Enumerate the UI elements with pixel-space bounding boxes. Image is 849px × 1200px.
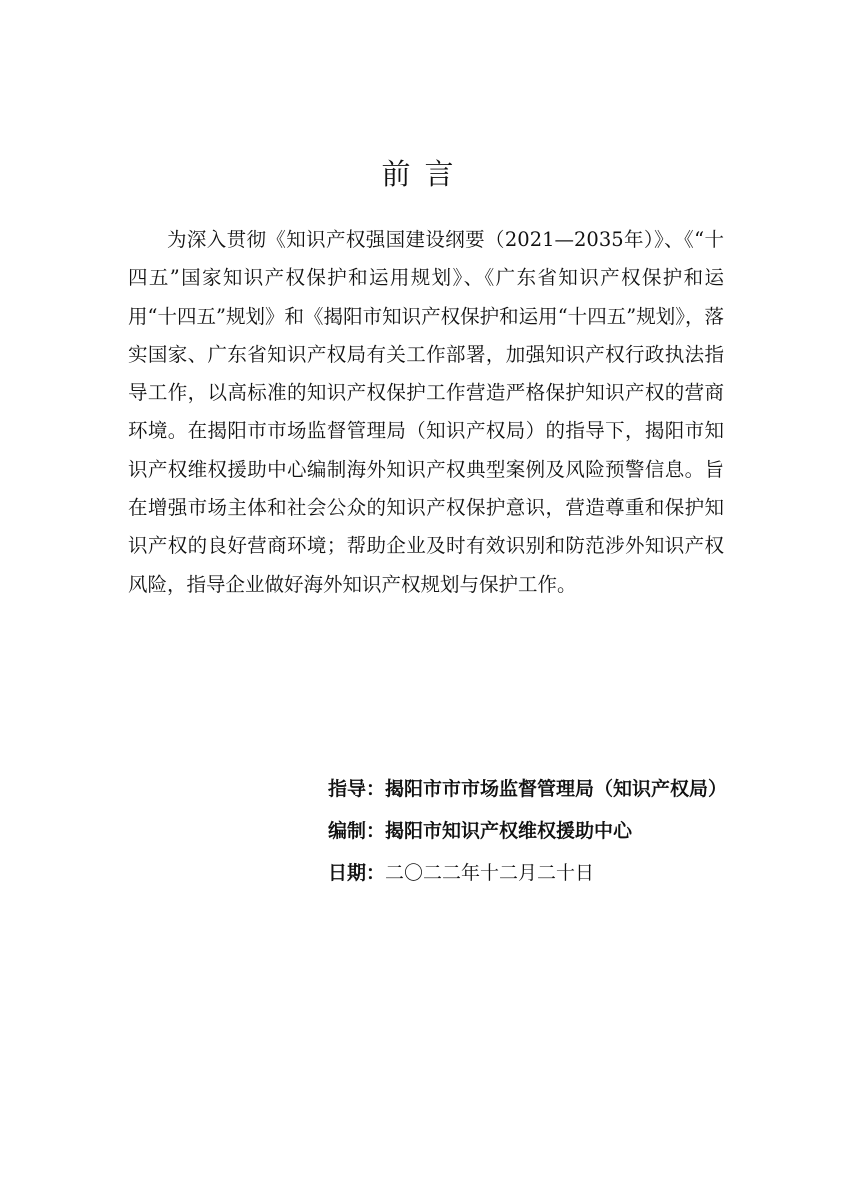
guidance-value: 揭阳市市市场监督管理局（知识产权局） <box>385 778 728 800</box>
date-value: 二〇二二年十二月二十日 <box>385 862 595 884</box>
compiled-label: 编制： <box>328 820 386 842</box>
signature-block <box>328 774 748 900</box>
date-label: 日期： <box>328 862 386 884</box>
preface-paragraph: 为深入贯彻《知识产权强国建设纲要（2021—2035年）》、《“十四五”国家知识产权保护和运用规划》、《广东省知识产权保护和运用“十四五”规划》和《揭阳市知识产权保护和运用“十四五”规划》，落实国家、广东省知识产权局有关工作部署，加强知识产权行政执法指导工作，以高标准的知识产权保护工作营造严格保护知识产权的营商环境。在揭阳市市场监督管理局（知识产权局）的指导下，揭阳市知识产权维权援助中心编制海外知识产权典型案例及风险预警信息。旨在增强市场主体和社会公众的知识产权保护意识，营造尊重和保护知识产权的良好营商环境；帮助企业及时有效识别和防范涉外知识产权风险，指导企业做好海外知识产权规划与保护工作。 <box>128 228 724 596</box>
page-title: 前言 <box>381 157 468 191</box>
compiled-value: 揭阳市知识产权维权援助中心 <box>385 820 633 842</box>
guidance-label: 指导： <box>328 778 386 800</box>
guidance-line <box>328 774 748 816</box>
compiled-line <box>328 816 748 858</box>
date-line <box>328 858 748 900</box>
